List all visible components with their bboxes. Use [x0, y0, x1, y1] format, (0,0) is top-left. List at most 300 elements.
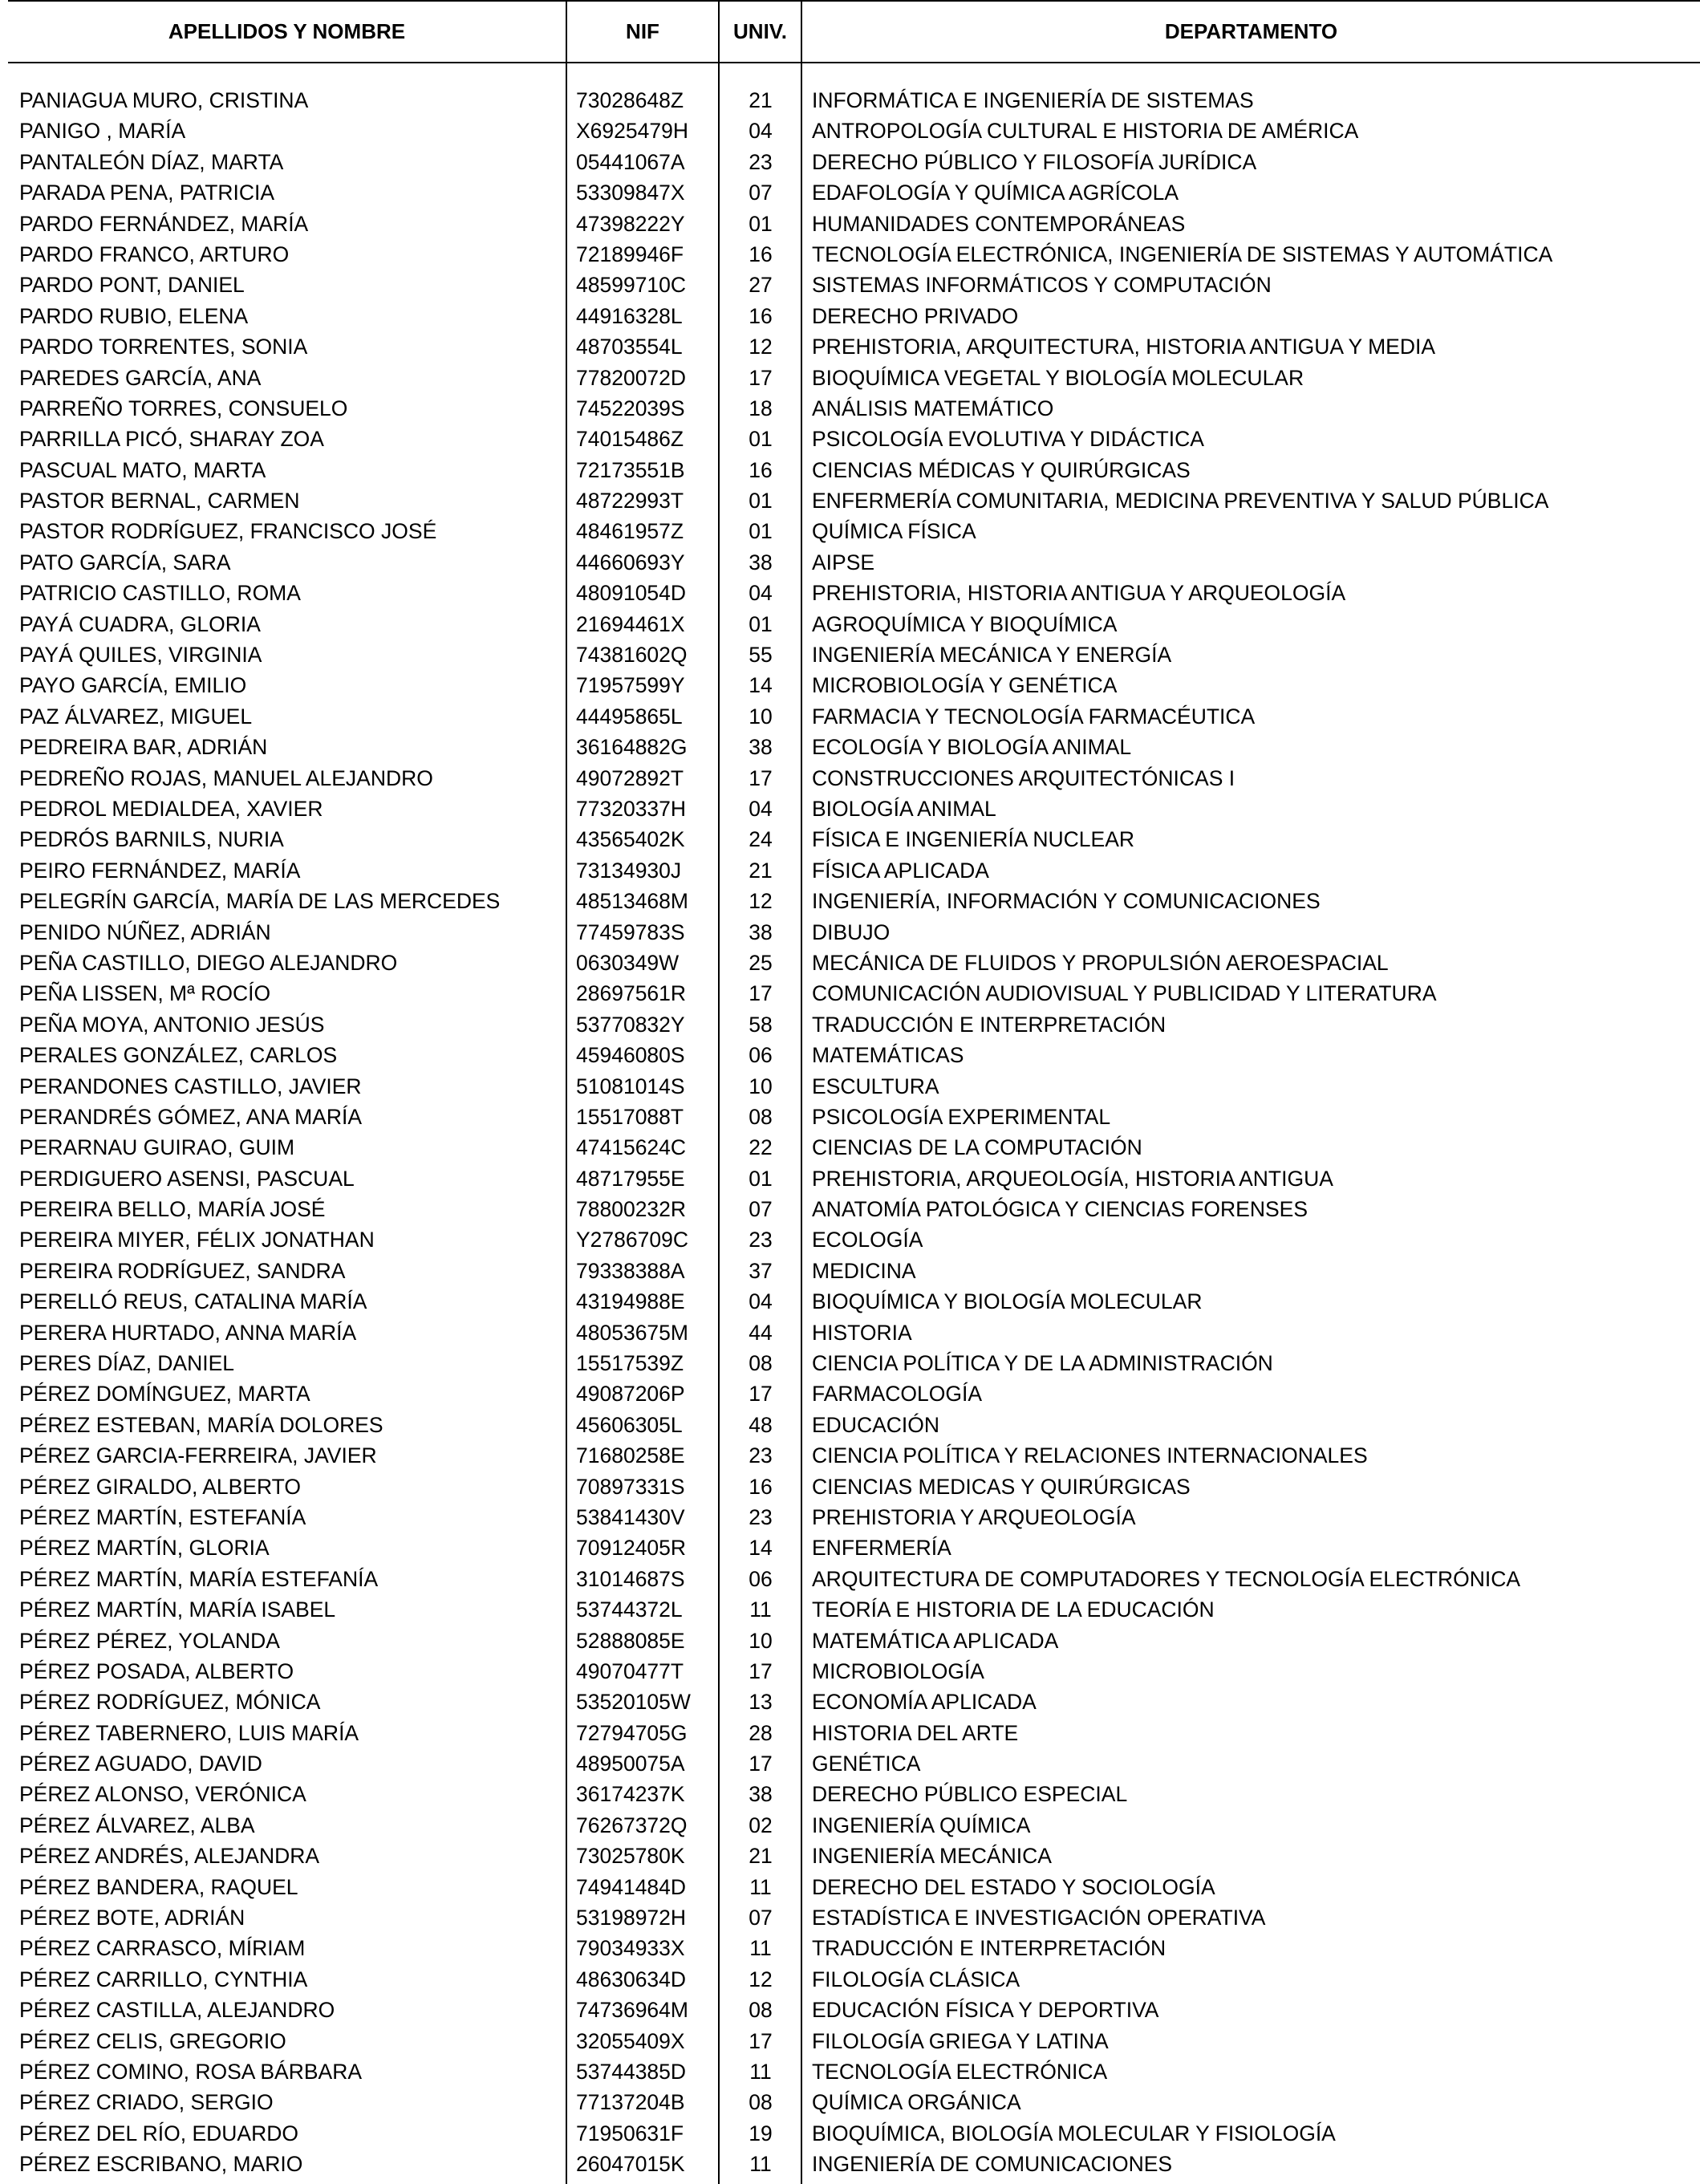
table-row	[0, 2026, 1700, 2056]
department-cell: AIPSE	[812, 550, 875, 574]
nif-cell: 74736964M	[576, 1998, 688, 2023]
department-cell: BIOQUÍMICA, BIOLOGÍA MOLECULAR Y FISIOLOGÍA	[812, 2121, 1336, 2145]
table-row	[0, 270, 1700, 300]
univ-cell: 23	[749, 1504, 773, 1529]
nif-cell: 47398222Y	[576, 211, 685, 236]
table-row	[0, 1810, 1700, 1841]
department-cell: EDUCACIÓN FÍSICA Y DEPORTIVA	[812, 1998, 1159, 2023]
name-cell: PARDO TORRENTES, SONIA	[19, 335, 308, 359]
name-cell: PERARNAU GUIRAO, GUIM	[19, 1135, 295, 1160]
nif-cell: 36174237K	[576, 1782, 685, 1807]
nif-cell: 48599710C	[576, 273, 687, 298]
nif-cell: 77137204B	[576, 2090, 685, 2115]
univ-cell: 11	[749, 2060, 772, 2084]
department-cell: DERECHO PÚBLICO ESPECIAL	[812, 1782, 1128, 1807]
table-row	[0, 455, 1700, 485]
nif-cell: 77320337H	[576, 796, 687, 821]
univ-cell: 11	[749, 1874, 772, 1899]
nif-cell: 72794705G	[576, 1720, 688, 1745]
department-cell: BIOQUÍMICA Y BIOLOGÍA MOLECULAR	[812, 1289, 1203, 1314]
department-cell: MICROBIOLOGÍA	[812, 1658, 984, 1683]
department-cell: QUÍMICA FÍSICA	[812, 519, 976, 544]
table-row	[0, 2056, 1700, 2087]
department-cell: MEDICINA	[812, 1258, 916, 1283]
department-cell: HISTORIA DEL ARTE	[812, 1720, 1019, 1745]
univ-cell: 02	[749, 1813, 773, 1837]
univ-cell: 06	[749, 1043, 773, 1068]
name-cell: PASTOR BERNAL, CARMEN	[19, 489, 300, 514]
nif-cell: 53744385D	[576, 2060, 687, 2084]
univ-cell: 38	[749, 919, 773, 944]
nif-cell: 0630349W	[576, 950, 680, 975]
name-cell: PERELLÓ REUS, CATALINA MARÍA	[19, 1289, 367, 1314]
table-row	[0, 1718, 1700, 1748]
nif-cell: 48513468M	[576, 889, 688, 914]
department-cell: FILOLOGÍA GRIEGA Y LATINA	[812, 2028, 1109, 2053]
nif-cell: 47415624C	[576, 1135, 687, 1160]
name-cell: PEREIRA MIYER, FÉLIX JONATHAN	[19, 1228, 375, 1252]
name-cell: PÉREZ MARTÍN, MARÍA ISABEL	[19, 1597, 336, 1622]
nif-cell: 05441067A	[576, 149, 685, 174]
univ-cell: 17	[749, 1752, 773, 1776]
nif-cell: 71950631F	[576, 2121, 684, 2145]
name-cell: PARDO RUBIO, ELENA	[19, 303, 249, 328]
table-row	[0, 1933, 1700, 1963]
table-row	[0, 1410, 1700, 1440]
nif-cell: 48717955E	[576, 1166, 685, 1191]
nif-cell: 49070477T	[576, 1658, 684, 1683]
table-row	[0, 1748, 1700, 1779]
department-cell: CIENCIAS MEDICAS Y QUIRÚRGICAS	[812, 1474, 1191, 1499]
department-cell: DERECHO PRIVADO	[812, 303, 1019, 328]
table-row	[0, 886, 1700, 916]
name-cell: PAYO GARCÍA, EMILIO	[19, 673, 247, 698]
table-row	[0, 978, 1700, 1009]
univ-cell: 38	[749, 550, 773, 574]
department-cell: TEORÍA E HISTORIA DE LA EDUCACIÓN	[812, 1597, 1215, 1622]
department-cell: HISTORIA	[812, 1320, 912, 1345]
table-body	[0, 85, 1700, 2180]
header-dept: DEPARTAMENTO	[1164, 19, 1338, 43]
table-row	[0, 701, 1700, 732]
univ-cell: 01	[749, 519, 773, 544]
nif-cell: 45606305L	[576, 1412, 683, 1437]
table-row	[0, 547, 1700, 578]
name-cell: PÉREZ GIRALDO, ALBERTO	[19, 1474, 301, 1499]
univ-cell: 01	[749, 211, 773, 236]
name-cell: PANTALEÓN DÍAZ, MARTA	[19, 149, 284, 174]
name-cell: PÉREZ TABERNERO, LUIS MARÍA	[19, 1720, 359, 1745]
nif-cell: 77820072D	[576, 365, 687, 390]
univ-cell: 44	[749, 1320, 773, 1345]
department-cell: QUÍMICA ORGÁNICA	[812, 2090, 1021, 2115]
univ-cell: 38	[749, 1782, 773, 1807]
department-cell: PREHISTORIA, ARQUEOLOGÍA, HISTORIA ANTIGUA	[812, 1166, 1333, 1191]
nif-cell: 73028648Z	[576, 88, 684, 112]
table-row	[0, 301, 1700, 331]
univ-cell: 06	[749, 1566, 773, 1591]
department-cell: DERECHO PÚBLICO Y FILOSOFÍA JURÍDICA	[812, 149, 1257, 174]
nif-cell: 32055409X	[576, 2028, 685, 2053]
name-cell: PÉREZ MARTÍN, GLORIA	[19, 1536, 270, 1561]
department-cell: BIOQUÍMICA VEGETAL Y BIOLOGÍA MOLECULAR	[812, 365, 1304, 390]
univ-cell: 16	[749, 1474, 773, 1499]
name-cell: PÉREZ MARTÍN, ESTEFANÍA	[19, 1504, 306, 1529]
univ-cell: 17	[749, 365, 773, 390]
table-row	[0, 1532, 1700, 1563]
name-cell: PÉREZ ESCRIBANO, MARIO	[19, 2152, 303, 2177]
name-cell: PÉREZ RODRÍGUEZ, MÓNICA	[19, 1690, 321, 1715]
department-cell: FILOLOGÍA CLÁSICA	[812, 1967, 1020, 1991]
department-cell: FÍSICA APLICADA	[812, 858, 989, 883]
name-cell: PEDRÓS BARNILS, NURIA	[19, 827, 284, 852]
name-cell: PANIGO , MARÍA	[19, 119, 186, 144]
table-row	[0, 1009, 1700, 1040]
nif-cell: 79338388A	[576, 1258, 685, 1283]
table-row	[0, 763, 1700, 794]
nif-cell: 73025780K	[576, 1844, 685, 1869]
department-cell: INFORMÁTICA E INGENIERÍA DE SISTEMAS	[812, 88, 1254, 112]
department-cell: MATEMÁTICA APLICADA	[812, 1628, 1059, 1653]
univ-cell: 38	[749, 735, 773, 760]
table-row	[0, 1687, 1700, 1717]
name-cell: PÉREZ CARRILLO, CYNTHIA	[19, 1967, 308, 1991]
department-cell: CIENCIA POLÍTICA Y DE LA ADMINISTRACIÓN	[812, 1351, 1273, 1376]
table-row	[0, 1224, 1700, 1255]
nif-cell: 48091054D	[576, 581, 687, 606]
table-row	[0, 1040, 1700, 1070]
table-row	[0, 147, 1700, 177]
univ-cell: 25	[749, 950, 773, 975]
department-cell: DIBUJO	[812, 919, 891, 944]
name-cell: PERES DÍAZ, DANIEL	[19, 1351, 235, 1376]
univ-cell: 12	[749, 889, 773, 914]
nif-cell: 53744372L	[576, 1597, 683, 1622]
table-row	[0, 609, 1700, 639]
department-cell: ESCULTURA	[812, 1074, 939, 1098]
department-cell: CIENCIA POLÍTICA Y RELACIONES INTERNACIONALES	[812, 1443, 1368, 1468]
department-cell: CONSTRUCCIONES ARQUITECTÓNICAS I	[812, 765, 1235, 790]
univ-cell: 07	[749, 181, 773, 205]
department-cell: CIENCIAS DE LA COMPUTACIÓN	[812, 1135, 1142, 1160]
name-cell: PEÑA MOYA, ANTONIO JESÚS	[19, 1012, 325, 1037]
univ-cell: 19	[749, 2121, 773, 2145]
univ-cell: 11	[749, 1597, 772, 1622]
table-row	[0, 1626, 1700, 1656]
name-cell: PÉREZ ANDRÉS, ALEJANDRA	[19, 1844, 320, 1869]
univ-cell: 13	[749, 1690, 773, 1715]
name-cell: PERDIGUERO ASENSI, PASCUAL	[19, 1166, 355, 1191]
name-cell: PEDREÑO ROJAS, MANUEL ALEJANDRO	[19, 765, 433, 790]
table-row	[0, 948, 1700, 978]
table-row	[0, 1841, 1700, 1871]
department-cell: FARMACOLOGÍA	[812, 1382, 983, 1407]
department-cell: INGENIERÍA MECÁNICA Y ENERGÍA	[812, 643, 1172, 668]
department-cell: DERECHO DEL ESTADO Y SOCIOLOGÍA	[812, 1874, 1215, 1899]
department-cell: PREHISTORIA, HISTORIA ANTIGUA Y ARQUEOLOGÍA	[812, 581, 1346, 606]
name-cell: PARDO FRANCO, ARTURO	[19, 242, 290, 266]
name-cell: PÉREZ CARRASCO, MÍRIAM	[19, 1936, 306, 1961]
table-row	[0, 670, 1700, 700]
name-cell: PELEGRÍN GARCÍA, MARÍA DE LAS MERCEDES	[19, 889, 501, 914]
table-row	[0, 1872, 1700, 1902]
univ-cell: 23	[749, 149, 773, 174]
univ-cell: 37	[749, 1258, 773, 1283]
department-cell: COMUNICACIÓN AUDIOVISUAL Y PUBLICIDAD Y LITERATURA	[812, 981, 1437, 1006]
table-row	[0, 1163, 1700, 1194]
univ-cell: 01	[749, 489, 773, 514]
name-cell: PARREÑO TORRES, CONSUELO	[19, 396, 348, 420]
nif-cell: 45946080S	[576, 1043, 685, 1068]
name-cell: PERANDONES CASTILLO, JAVIER	[19, 1074, 362, 1098]
department-cell: ANATOMÍA PATOLÓGICA Y CIENCIAS FORENSES	[812, 1197, 1308, 1222]
name-cell: PÉREZ MARTÍN, MARÍA ESTEFANÍA	[19, 1566, 379, 1591]
department-cell: HUMANIDADES CONTEMPORÁNEAS	[812, 211, 1186, 236]
department-cell: ESTADÍSTICA E INVESTIGACIÓN OPERATIVA	[812, 1906, 1266, 1930]
table-row	[0, 639, 1700, 670]
name-cell: PANIAGUA MURO, CRISTINA	[19, 88, 309, 112]
department-cell: ENFERMERÍA	[812, 1536, 951, 1561]
nif-cell: 71680258E	[576, 1443, 685, 1468]
univ-cell: 11	[749, 1936, 772, 1961]
department-cell: ECONOMÍA APLICADA	[812, 1690, 1037, 1715]
name-cell: PASTOR RODRÍGUEZ, FRANCISCO JOSÉ	[19, 519, 437, 544]
table-row	[0, 2087, 1700, 2117]
department-cell: EDAFOLOGÍA Y QUÍMICA AGRÍCOLA	[812, 181, 1179, 205]
table-row	[0, 85, 1700, 116]
nif-cell: 26047015K	[576, 2152, 685, 2177]
table-row	[0, 1378, 1700, 1409]
univ-cell: 08	[749, 1104, 773, 1129]
table-row	[0, 239, 1700, 270]
name-cell: PEIRO FERNÁNDEZ, MARÍA	[19, 858, 301, 883]
name-cell: PÉREZ ALONSO, VERÓNICA	[19, 1782, 306, 1807]
department-cell: PREHISTORIA, ARQUITECTURA, HISTORIA ANTIGUA Y MEDIA	[812, 335, 1436, 359]
table-row	[0, 177, 1700, 208]
univ-cell: 07	[749, 1197, 773, 1222]
nif-cell: 48703554L	[576, 335, 683, 359]
table-row	[0, 1594, 1700, 1625]
name-cell: PERERA HURTADO, ANNA MARÍA	[19, 1320, 357, 1345]
nif-cell: 53770832Y	[576, 1012, 685, 1037]
table-row	[0, 393, 1700, 424]
nif-cell: 77459783S	[576, 919, 685, 944]
univ-cell: 14	[749, 673, 773, 698]
name-cell: PÉREZ DEL RÍO, EDUARDO	[19, 2121, 298, 2145]
nif-cell: X6925479H	[576, 119, 688, 144]
nif-cell: 48630634D	[576, 1967, 687, 1991]
nif-cell: 48053675M	[576, 1320, 688, 1345]
univ-cell: 04	[749, 119, 773, 144]
nif-cell: 72189946F	[576, 242, 684, 266]
name-cell: PAYÁ CUADRA, GLORIA	[19, 611, 261, 636]
table-row	[0, 1102, 1700, 1132]
univ-cell: 21	[749, 88, 773, 112]
department-cell: ARQUITECTURA DE COMPUTADORES Y TECNOLOGÍA ELECTRÓNICA	[812, 1566, 1521, 1591]
table-row	[0, 1286, 1700, 1317]
nif-cell: 74522039S	[576, 396, 685, 420]
table-row	[0, 516, 1700, 546]
name-cell: PARADA PENA, PATRICIA	[19, 181, 275, 205]
univ-cell: 08	[749, 1998, 773, 2023]
name-cell: PEREIRA RODRÍGUEZ, SANDRA	[19, 1258, 346, 1283]
univ-cell: 17	[749, 1382, 773, 1407]
department-cell: INGENIERÍA DE COMUNICACIONES	[812, 2152, 1173, 2177]
department-cell: ECOLOGÍA Y BIOLOGÍA ANIMAL	[812, 735, 1132, 760]
univ-cell: 01	[749, 611, 773, 636]
name-cell: PAZ ÁLVAREZ, MIGUEL	[19, 704, 253, 729]
header-univ: UNIV.	[733, 19, 787, 43]
univ-cell: 28	[749, 1720, 773, 1745]
univ-cell: 16	[749, 242, 773, 266]
department-cell: INGENIERÍA MECÁNICA	[812, 1844, 1052, 1869]
department-cell: TRADUCCIÓN E INTERPRETACIÓN	[812, 1012, 1166, 1037]
department-cell: TECNOLOGÍA ELECTRÓNICA, INGENIERÍA DE SISTEMAS Y AUTOMÁTICA	[812, 242, 1553, 266]
nif-cell: 21694461X	[576, 611, 685, 636]
nif-cell: 74381602Q	[576, 643, 688, 668]
univ-cell: 17	[749, 1658, 773, 1683]
nif-cell: 43565402K	[576, 827, 685, 852]
name-cell: PEÑA LISSEN, Mª ROCÍO	[19, 981, 271, 1006]
nif-cell: 70912405R	[576, 1536, 687, 1561]
table-row	[0, 1132, 1700, 1163]
univ-cell: 18	[749, 396, 773, 420]
department-cell: AGROQUÍMICA Y BIOQUÍMICA	[812, 611, 1118, 636]
department-cell: MATEMÁTICAS	[812, 1043, 964, 1068]
nif-cell: 78800232R	[576, 1197, 687, 1222]
name-cell: PÉREZ BANDERA, RAQUEL	[19, 1874, 298, 1899]
name-cell: PEDREIRA BAR, ADRIÁN	[19, 735, 268, 760]
nif-cell: 28697561R	[576, 981, 687, 1006]
nif-cell: 52888085E	[576, 1628, 685, 1653]
univ-cell: 14	[749, 1536, 773, 1561]
department-cell: FARMACIA Y TECNOLOGÍA FARMACÉUTICA	[812, 704, 1256, 729]
header-nif: NIF	[626, 19, 659, 43]
name-cell: PAYÁ QUILES, VIRGINIA	[19, 643, 262, 668]
header-name: APELLIDOS Y NOMBRE	[168, 19, 406, 43]
department-cell: INGENIERÍA, INFORMACIÓN Y COMUNICACIONES	[812, 889, 1321, 914]
nif-cell: 48722993T	[576, 489, 684, 514]
univ-cell: 23	[749, 1443, 773, 1468]
univ-cell: 10	[749, 1628, 773, 1653]
table-row	[0, 363, 1700, 393]
univ-cell: 10	[749, 1074, 773, 1098]
univ-cell: 04	[749, 1289, 773, 1314]
table-row	[0, 331, 1700, 362]
table-row	[0, 1348, 1700, 1378]
name-cell: PÉREZ GARCIA-FERREIRA, JAVIER	[19, 1443, 377, 1468]
table-row	[0, 1779, 1700, 1809]
table-row	[0, 1564, 1700, 1594]
table-row	[0, 732, 1700, 762]
table-row	[0, 2118, 1700, 2149]
table-row	[0, 1502, 1700, 1532]
nif-cell: 44495865L	[576, 704, 683, 729]
univ-cell: 16	[749, 303, 773, 328]
table-row	[0, 855, 1700, 886]
nif-cell: 53520105W	[576, 1690, 691, 1715]
nif-cell: 44916328L	[576, 303, 683, 328]
name-cell: PÉREZ CRIADO, SERGIO	[19, 2090, 274, 2115]
table-row	[0, 2149, 1700, 2179]
nif-cell: 15517539Z	[576, 1351, 684, 1376]
table-row	[0, 917, 1700, 948]
table-row	[0, 1071, 1700, 1102]
nif-cell: 73134930J	[576, 858, 682, 883]
univ-cell: 07	[749, 1906, 773, 1930]
department-cell: ANÁLISIS MATEMÁTICO	[812, 396, 1054, 420]
department-cell: EDUCACIÓN	[812, 1412, 940, 1437]
nif-cell: 48950075A	[576, 1752, 685, 1776]
name-cell: PARDO FERNÁNDEZ, MARÍA	[19, 211, 309, 236]
nif-cell: 49087206P	[576, 1382, 685, 1407]
univ-cell: 55	[749, 643, 773, 668]
univ-cell: 08	[749, 2090, 773, 2115]
univ-cell: 08	[749, 1351, 773, 1376]
department-cell: PSICOLOGÍA EXPERIMENTAL	[812, 1104, 1111, 1129]
univ-cell: 21	[749, 1844, 773, 1869]
department-cell: ENFERMERÍA COMUNITARIA, MEDICINA PREVENTIVA Y SALUD PÚBLICA	[812, 489, 1549, 514]
nif-cell: 49072892T	[576, 765, 684, 790]
univ-cell: 22	[749, 1135, 773, 1160]
name-cell: PÉREZ CASTILLA, ALEJANDRO	[19, 1998, 335, 2023]
univ-cell: 11	[749, 2152, 772, 2177]
univ-cell: 01	[749, 1166, 773, 1191]
department-cell: PSICOLOGÍA EVOLUTIVA Y DIDÁCTICA	[812, 427, 1204, 452]
department-cell: CIENCIAS MÉDICAS Y QUIRÚRGICAS	[812, 457, 1191, 482]
department-cell: BIOLOGÍA ANIMAL	[812, 796, 996, 821]
table-row	[0, 794, 1700, 824]
name-cell: PÉREZ COMINO, ROSA BÁRBARA	[19, 2060, 363, 2084]
table-row	[0, 578, 1700, 608]
department-cell: TECNOLOGÍA ELECTRÓNICA	[812, 2060, 1108, 2084]
univ-cell: 10	[749, 704, 773, 729]
name-cell: PAREDES GARCÍA, ANA	[19, 365, 262, 390]
table-row	[0, 209, 1700, 239]
table-row	[0, 824, 1700, 855]
table-row	[0, 1902, 1700, 1933]
univ-cell: 17	[749, 981, 773, 1006]
name-cell: PÉREZ BOTE, ADRIÁN	[19, 1906, 245, 1930]
name-cell: PÉREZ ESTEBAN, MARÍA DOLORES	[19, 1412, 383, 1437]
nif-cell: 44660693Y	[576, 550, 685, 574]
nif-cell: 53198972H	[576, 1906, 687, 1930]
name-cell: PÉREZ PÉREZ, YOLANDA	[19, 1628, 280, 1653]
nif-cell: 70897331S	[576, 1474, 685, 1499]
nif-cell: 53841430V	[576, 1504, 685, 1529]
name-cell: PÉREZ ÁLVAREZ, ALBA	[19, 1813, 255, 1837]
nif-cell: 74941484D	[576, 1874, 687, 1899]
name-cell: PENIDO NÚÑEZ, ADRIÁN	[19, 919, 271, 944]
univ-cell: 17	[749, 2028, 773, 2053]
univ-cell: 04	[749, 581, 773, 606]
name-cell: PÉREZ CELIS, GREGORIO	[19, 2028, 286, 2053]
department-cell: INGENIERÍA QUÍMICA	[812, 1813, 1031, 1837]
name-cell: PERALES GONZÁLEZ, CARLOS	[19, 1043, 338, 1068]
department-cell: MICROBIOLOGÍA Y GENÉTICA	[812, 673, 1118, 698]
univ-cell: 01	[749, 427, 773, 452]
name-cell: PARRILLA PICÓ, SHARAY ZOA	[19, 427, 324, 452]
nif-cell: 76267372Q	[576, 1813, 688, 1837]
nif-cell: 74015486Z	[576, 427, 684, 452]
table-row	[0, 1194, 1700, 1224]
table-row	[0, 485, 1700, 516]
nif-cell: 71957599Y	[576, 673, 685, 698]
nif-cell: 79034933X	[576, 1936, 685, 1961]
name-cell: PEÑA CASTILLO, DIEGO ALEJANDRO	[19, 950, 398, 975]
department-cell: FÍSICA E INGENIERÍA NUCLEAR	[812, 827, 1135, 852]
nif-cell: 53309847X	[576, 181, 685, 205]
